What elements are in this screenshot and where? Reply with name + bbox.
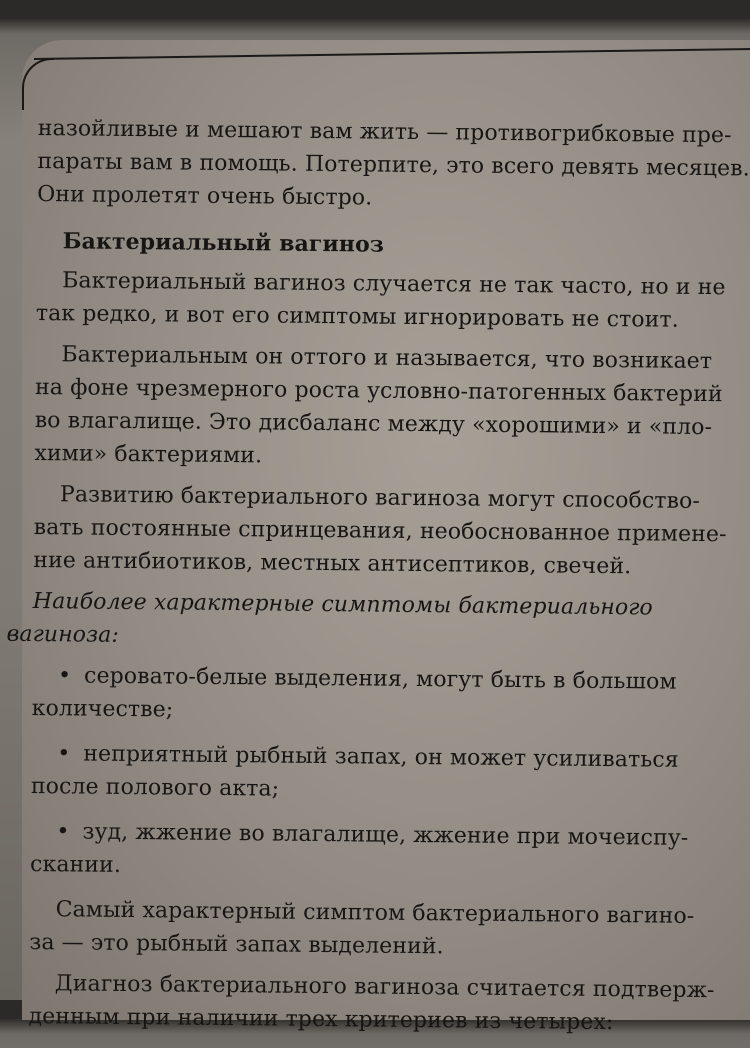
text-line: количестве; <box>31 695 174 723</box>
paragraph-1 <box>35 264 726 337</box>
text-line: скании. <box>29 851 122 878</box>
text-line: во влагалище. Это дисбаланс между «хорошими» и «пло- <box>34 407 713 441</box>
text-line: зуд, жжение во влагалище, жжение при мочеиспу- <box>82 819 689 851</box>
text-line: Бактериальным он оттого и называется, что возникает <box>61 342 713 375</box>
text-line: Наиболее характерные симптомы бактериального <box>32 588 653 621</box>
symptoms-heading <box>6 585 698 658</box>
text-line: вать постоянные спринцевания, необоснованное примене- <box>33 514 727 548</box>
text-line: денным при наличии трех критериев из четырех: <box>28 1003 614 1036</box>
paragraph-intro <box>37 112 750 218</box>
text-line: Они пролетят очень быстро. <box>37 181 373 211</box>
text-line: после полового акта; <box>30 773 280 802</box>
text-line: вагиноза: <box>6 621 120 648</box>
text-line: ние антибиотиков, местных антисептиков, свечей. <box>33 547 632 580</box>
paragraph-3 <box>33 478 727 584</box>
text-line: на фоне чрезмерного роста условно-патогенных бактерий <box>34 374 723 408</box>
page-text <box>6 112 750 1048</box>
paragraph-4 <box>29 893 695 966</box>
paragraph-5 <box>28 967 715 1040</box>
text-line: Бактериальный вагиноз случается не так часто, но и не <box>62 268 726 301</box>
bullet-icon: • <box>57 663 72 689</box>
symptoms-list <box>30 659 697 888</box>
bullet-icon: • <box>56 819 70 845</box>
text-line: Диагноз бактериального вагиноза считается подтверж- <box>54 971 715 1004</box>
text-line: серовато-белые выделения, могут быть в большом <box>83 663 677 695</box>
text-line: за — это рыбный запах выделений. <box>29 929 444 960</box>
text-line: Самый характерный симптом бактериального вагино- <box>55 897 695 929</box>
text-line: назойливые и мешают вам жить — противогрибковые пре- <box>37 115 732 149</box>
list-item <box>30 815 696 888</box>
text-line: Развитию бактериального вагиноза могут способство- <box>59 482 701 514</box>
text-line: параты вам в помощь. Потерпите, это всего девять месяцев. <box>37 148 750 182</box>
text-line: так редко, и вот его симптомы игнорировать не стоит. <box>35 300 679 333</box>
text-line: неприятный рыбный запах, он может усиливаться <box>83 741 679 773</box>
list-item <box>31 737 697 810</box>
list-item <box>32 659 698 732</box>
section-heading: Бактериальный вагиноз <box>62 228 385 258</box>
text-line: хими» бактериями. <box>34 440 263 469</box>
paragraph-2 <box>34 338 723 477</box>
bullet-icon: • <box>57 741 71 767</box>
